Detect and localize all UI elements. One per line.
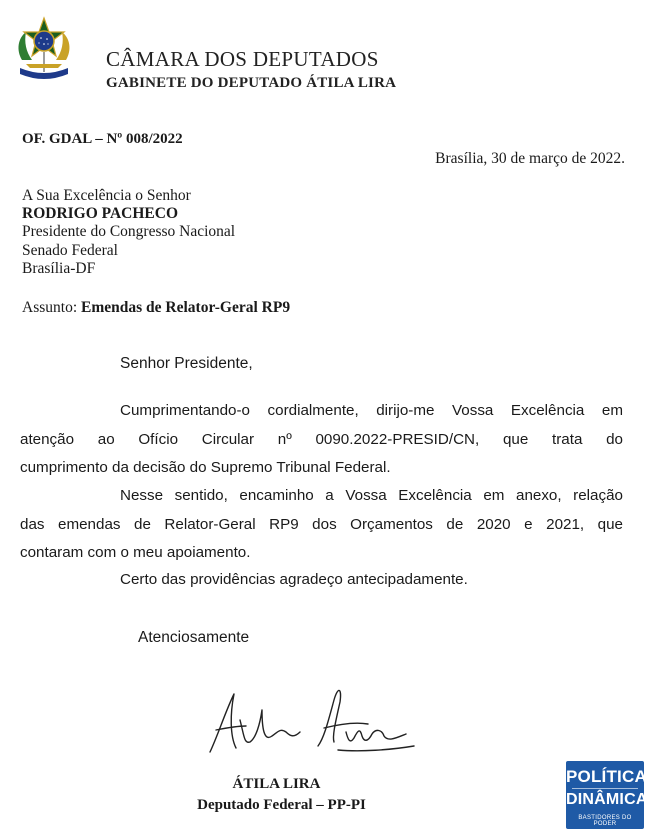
office-name: GABINETE DO DEPUTADO ÁTILA LIRA	[106, 75, 397, 91]
handwritten-signature	[200, 680, 430, 770]
signer-role: Deputado Federal – PP-PI	[197, 797, 366, 813]
brazil-coat-of-arms-icon	[14, 16, 74, 86]
paragraph-2	[20, 482, 623, 568]
paragraph-1-line-3: cumprimento da decisão do Supremo Tribunal Federal.	[20, 459, 391, 476]
document-reference: OF. GDAL – Nº 008/2022	[22, 131, 183, 147]
politica-dinamica-logo	[566, 761, 648, 829]
closing: Atenciosamente	[138, 629, 250, 646]
logo-tagline: BASTIDORES DO PODER	[578, 815, 632, 827]
signer-name: ÁTILA LIRA	[232, 776, 321, 792]
greeting: Senhor Presidente,	[120, 355, 253, 372]
recipient-salutation: A Sua Excelência o Senhor	[22, 187, 191, 204]
subject-line	[22, 299, 290, 317]
recipient-name: RODRIGO PACHECO	[22, 205, 179, 222]
paragraph-3: Certo das providências agradeço antecipadamente.	[120, 571, 468, 588]
recipient-institution: Senado Federal	[22, 242, 118, 259]
paragraph-2-line-1: Nesse sentido, encaminho a Vossa Excelência em anexo, relação	[120, 487, 623, 504]
paragraph-2-line-3: contaram com o meu apoiamento.	[20, 544, 251, 561]
subject-label: Assunto:	[22, 299, 78, 316]
paragraph-1	[20, 397, 623, 483]
recipient-city: Brasília-DF	[22, 260, 96, 277]
subject-text: Emendas de Relator-Geral RP9	[81, 299, 291, 316]
logo-divider	[572, 788, 638, 789]
logo-line-1: POLÍTICA	[566, 767, 647, 786]
paragraph-2-line-2: das emendas de Relator-Geral RP9 dos Orçamentos de 2020 e 2021, que	[20, 515, 623, 533]
paragraph-1-line-2: atenção ao Ofício Circular nº 0090.2022-PRESID/CN, que trata do	[20, 430, 623, 448]
logo-line-2: DINÂMICA	[566, 791, 648, 808]
institution-name: CÂMARA DOS DEPUTADOS	[106, 47, 379, 71]
letter-date: Brasília, 30 de março de 2022.	[435, 150, 625, 167]
recipient-title: Presidente do Congresso Nacional	[22, 223, 236, 240]
paragraph-1-line-1: Cumprimentando-o cordialmente, dirijo-me Vossa Excelência em	[120, 402, 623, 419]
